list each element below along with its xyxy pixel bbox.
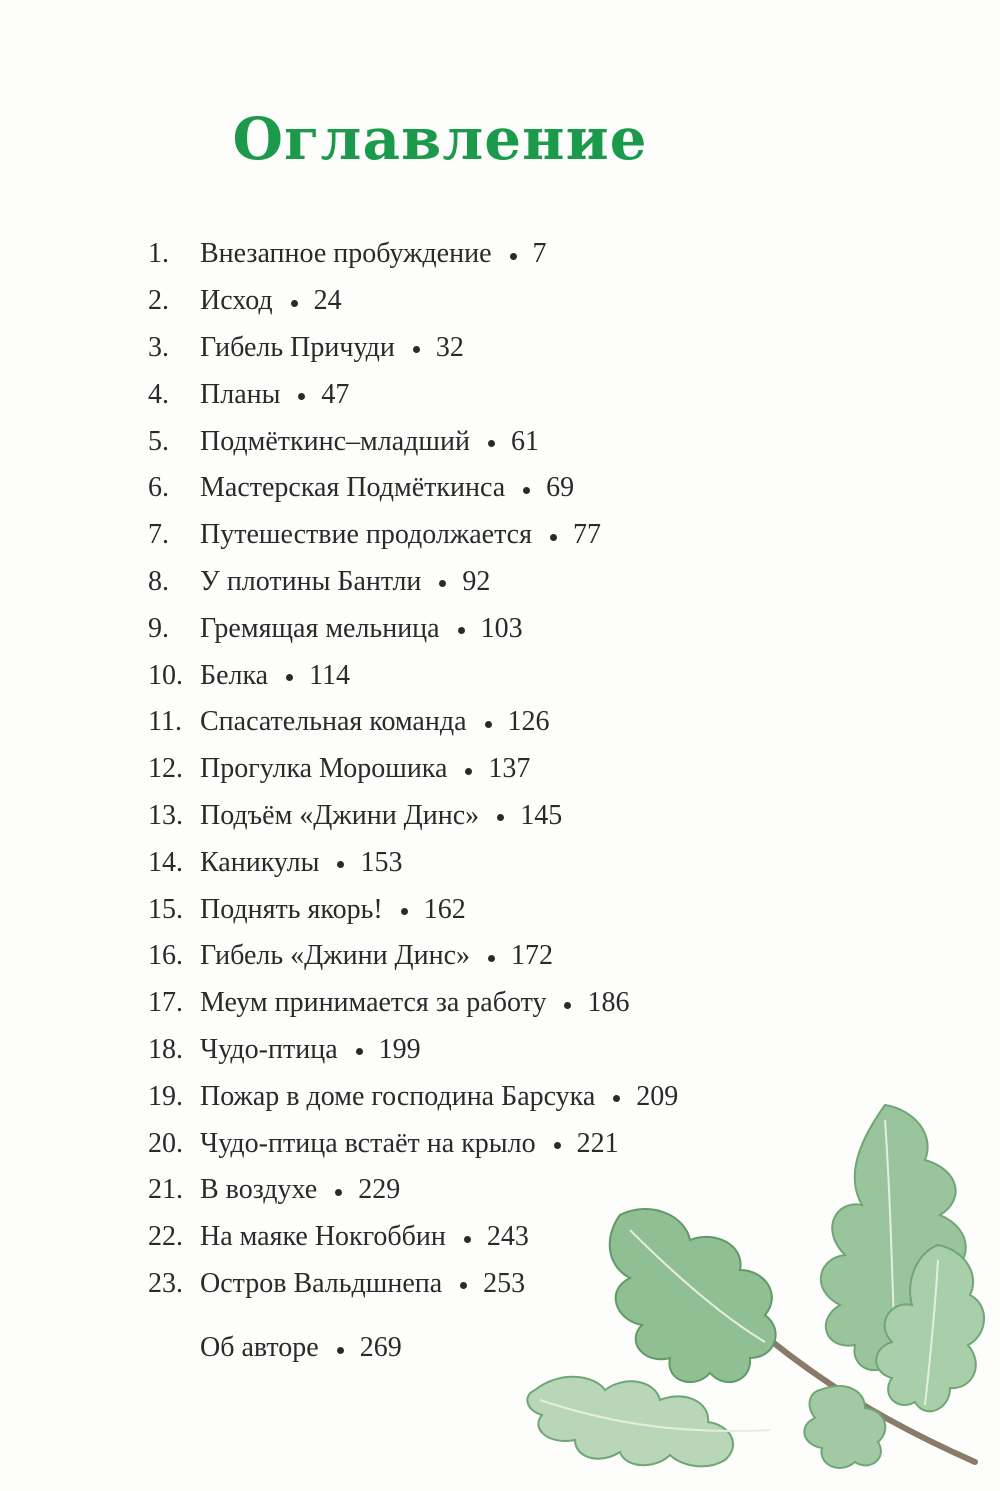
chapter-title: На маяке Нокгоббин bbox=[200, 1221, 446, 1253]
toc-item-3[interactable] bbox=[148, 325, 848, 372]
chapter-title: В воздухе bbox=[200, 1174, 318, 1206]
bullet-separator bbox=[458, 627, 465, 634]
page-number: 137 bbox=[488, 753, 531, 785]
chapter-title: Гибель Причуди bbox=[200, 331, 395, 363]
bullet-separator bbox=[337, 861, 344, 868]
toc-item-6[interactable] bbox=[148, 465, 848, 512]
chapter-number: 14. bbox=[148, 846, 183, 878]
toc-item-13[interactable] bbox=[148, 793, 848, 840]
oak-leaves-icon bbox=[520, 1090, 990, 1480]
chapter-title: Подмёткинс–младший bbox=[200, 425, 470, 457]
page-number: 114 bbox=[309, 659, 351, 691]
page-title: Оглавление bbox=[232, 105, 648, 173]
chapter-title: Гремящая мельница bbox=[200, 612, 440, 644]
page-number: 145 bbox=[520, 799, 563, 831]
chapter-title: Планы bbox=[200, 378, 281, 410]
bullet-separator bbox=[497, 814, 504, 821]
chapter-title: Гибель «Джини Динс» bbox=[200, 940, 471, 972]
bullet-separator bbox=[286, 674, 293, 681]
leaf-small-shape bbox=[804, 1386, 885, 1468]
page-number: 77 bbox=[572, 519, 601, 551]
chapter-number: 9. bbox=[148, 612, 169, 644]
page-number: 47 bbox=[321, 378, 350, 410]
bullet-separator bbox=[564, 1002, 571, 1009]
toc-item-16[interactable] bbox=[148, 933, 848, 980]
chapter-number: 15. bbox=[148, 893, 183, 925]
page-number: 186 bbox=[587, 987, 630, 1019]
page-number: 269 bbox=[359, 1332, 402, 1363]
toc-item-4[interactable] bbox=[148, 371, 848, 418]
toc-item-18[interactable] bbox=[148, 1027, 848, 1074]
bullet-separator bbox=[510, 253, 517, 260]
toc-item-12[interactable] bbox=[148, 746, 848, 793]
toc-item-7[interactable] bbox=[148, 512, 848, 559]
page-number: 69 bbox=[546, 472, 575, 504]
page-number: 92 bbox=[462, 565, 491, 597]
chapter-title: Остров Вальдшнепа bbox=[200, 1267, 443, 1299]
chapter-title: Каникулы bbox=[200, 846, 320, 878]
toc-item-14[interactable] bbox=[148, 839, 848, 886]
page-number: 24 bbox=[313, 285, 342, 317]
page-number: 209 bbox=[636, 1080, 679, 1112]
page-number: 7 bbox=[532, 238, 547, 270]
bullet-separator bbox=[465, 768, 472, 775]
chapter-number: 10. bbox=[148, 659, 183, 691]
chapter-number: 13. bbox=[148, 799, 183, 831]
page-number: 32 bbox=[435, 331, 464, 363]
chapter-number: 12. bbox=[148, 753, 183, 785]
about-author-title: Об авторе bbox=[200, 1332, 319, 1363]
toc-item-15[interactable] bbox=[148, 886, 848, 933]
page-number: 153 bbox=[360, 846, 403, 878]
toc-item-11[interactable] bbox=[148, 699, 848, 746]
toc-item-5[interactable] bbox=[148, 418, 848, 465]
chapter-number: 8. bbox=[148, 565, 169, 597]
chapter-title: Меум принимается за работу bbox=[200, 987, 547, 1019]
chapter-number: 16. bbox=[148, 940, 183, 972]
chapter-number: 2. bbox=[148, 285, 169, 317]
chapter-number: 19. bbox=[148, 1080, 183, 1112]
bullet-separator bbox=[460, 1282, 467, 1289]
page-number: 199 bbox=[378, 1033, 421, 1065]
chapter-number: 20. bbox=[148, 1127, 183, 1159]
toc-item-1[interactable] bbox=[148, 231, 848, 278]
bullet-separator bbox=[298, 393, 305, 400]
page-number: 253 bbox=[483, 1267, 526, 1299]
page-number: 221 bbox=[576, 1127, 619, 1159]
chapter-title: Чудо-птица встаёт на крыло bbox=[200, 1127, 536, 1159]
bullet-separator bbox=[401, 908, 408, 915]
chapter-number: 5. bbox=[148, 425, 169, 457]
chapter-number: 3. bbox=[148, 331, 169, 363]
bullet-separator bbox=[488, 440, 495, 447]
chapter-title: Прогулка Морошика bbox=[200, 753, 448, 785]
chapter-number: 23. bbox=[148, 1267, 183, 1299]
page-number: 126 bbox=[507, 706, 550, 738]
chapter-title: Внезапное пробуждение bbox=[200, 238, 492, 270]
toc-item-8[interactable] bbox=[148, 559, 848, 606]
bullet-separator bbox=[356, 1048, 363, 1055]
bullet-separator bbox=[550, 534, 557, 541]
bullet-separator bbox=[488, 955, 495, 962]
bullet-separator bbox=[523, 487, 530, 494]
chapter-title: Путешествие продолжается bbox=[200, 519, 532, 551]
chapter-title: Спасательная команда bbox=[200, 706, 467, 738]
chapter-title: Белка bbox=[200, 659, 269, 691]
leaf-lower-shape bbox=[527, 1377, 733, 1467]
chapter-title: У плотины Бантли bbox=[200, 565, 422, 597]
toc-item-17[interactable] bbox=[148, 980, 848, 1027]
page-number: 172 bbox=[511, 940, 554, 972]
page-number: 103 bbox=[480, 612, 523, 644]
page-number: 243 bbox=[486, 1221, 529, 1253]
chapter-number: 18. bbox=[148, 1033, 183, 1065]
bullet-separator bbox=[485, 721, 492, 728]
chapter-number: 22. bbox=[148, 1221, 183, 1253]
chapter-title: Подъём «Джини Динс» bbox=[200, 799, 480, 831]
chapter-number: 21. bbox=[148, 1174, 183, 1206]
toc-item-9[interactable] bbox=[148, 605, 848, 652]
bullet-separator bbox=[291, 300, 298, 307]
chapter-number: 11. bbox=[148, 706, 182, 738]
page-number: 162 bbox=[423, 893, 466, 925]
chapter-number: 6. bbox=[148, 472, 169, 504]
toc-item-10[interactable] bbox=[148, 652, 848, 699]
page-number: 229 bbox=[358, 1174, 401, 1206]
bullet-separator bbox=[413, 346, 420, 353]
chapter-title: Поднять якорь! bbox=[200, 893, 383, 925]
chapter-title: Пожар в доме господина Барсука bbox=[200, 1080, 596, 1112]
chapter-title: Чудо-птица bbox=[200, 1033, 338, 1065]
bullet-separator bbox=[464, 1236, 471, 1243]
toc-item-2[interactable] bbox=[148, 278, 848, 325]
chapter-number: 17. bbox=[148, 987, 183, 1019]
chapter-title: Мастерская Подмёткинса bbox=[200, 472, 506, 504]
chapter-number: 1. bbox=[148, 238, 169, 270]
chapter-number: 4. bbox=[148, 378, 169, 410]
chapter-title: Исход bbox=[200, 285, 273, 317]
bullet-separator bbox=[337, 1347, 344, 1354]
bullet-separator bbox=[335, 1189, 342, 1196]
bullet-separator bbox=[439, 580, 446, 587]
chapter-number: 7. bbox=[148, 519, 169, 551]
page-number: 61 bbox=[510, 425, 539, 457]
toc-item-about-author[interactable] bbox=[200, 1325, 402, 1371]
